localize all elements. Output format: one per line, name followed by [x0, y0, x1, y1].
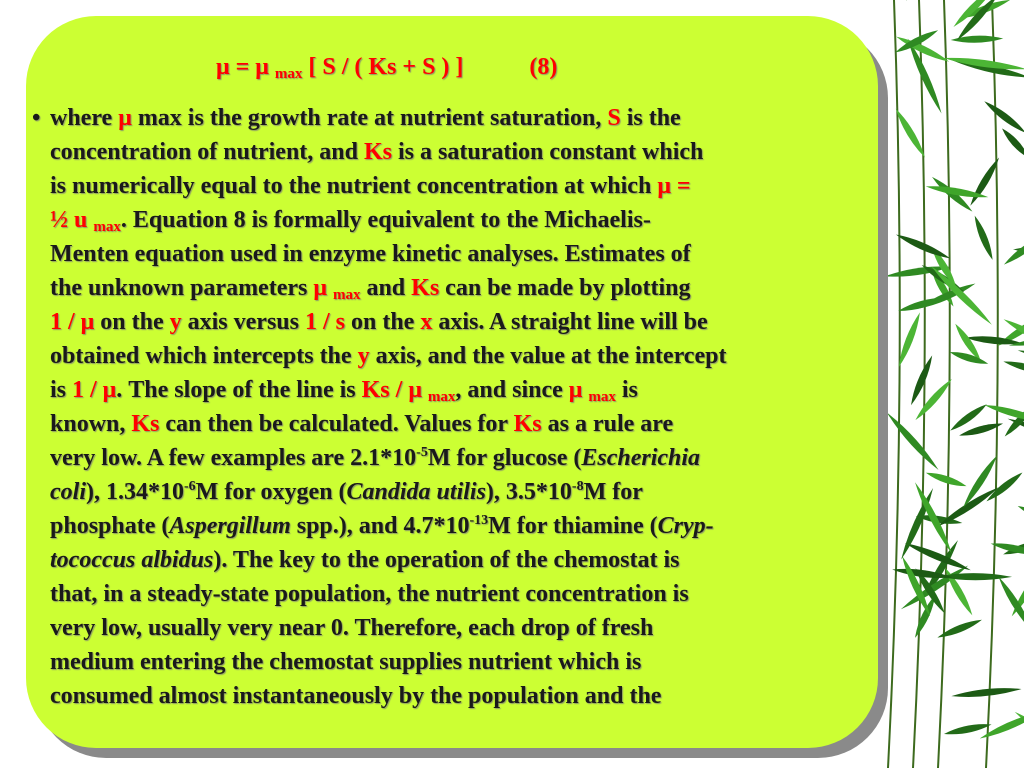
text-segment: . The slope of the line is	[116, 377, 362, 403]
highlight-text: 1 / s	[304, 309, 345, 335]
leaf	[935, 484, 1000, 529]
text-segment: max is the growth rate at nutrient saturation,	[131, 105, 608, 131]
text-segment: coli	[50, 479, 86, 505]
text-segment: Menten equation used in enzyme kinetic analyses. Estimates of	[50, 241, 691, 267]
text-segment: M for oxygen (	[195, 479, 347, 505]
highlight-text: Ks	[131, 411, 160, 437]
text-line	[50, 271, 862, 305]
highlight-text: μ	[313, 275, 333, 301]
highlight-text: 1 / μ	[50, 309, 95, 335]
leaf	[984, 470, 1024, 504]
text-line	[50, 543, 862, 577]
text-segment: consumed almost instantaneously by the population and the	[50, 683, 662, 709]
highlight-text: x	[420, 309, 433, 335]
leaf	[1002, 358, 1024, 377]
text-segment: tococcus albidus	[50, 547, 214, 573]
text-line	[50, 407, 862, 441]
leaf	[884, 410, 941, 472]
text-segment: Aspergillum	[169, 513, 291, 539]
text-line	[50, 237, 862, 271]
text-line	[50, 101, 862, 135]
text-segment: Cryp-	[657, 513, 714, 539]
text-segment: M for	[583, 479, 643, 505]
leaf	[996, 575, 1024, 634]
text-line	[50, 475, 862, 509]
text-segment: can be made by plotting	[439, 275, 691, 301]
text-line	[50, 577, 862, 611]
highlight-text: y	[357, 343, 370, 369]
text-segment: and	[360, 275, 412, 301]
highlight-text: max	[427, 389, 456, 405]
equation-line	[216, 50, 557, 84]
highlight-text: S	[607, 105, 621, 131]
leaf	[925, 469, 968, 489]
text-segment: on the	[344, 309, 421, 335]
leaf	[943, 721, 992, 737]
text-segment: M for thiamine (	[488, 513, 658, 539]
text-segment: concentration of nutrient, and	[50, 139, 364, 165]
highlight-text: Ks	[364, 139, 393, 165]
text-segment: , and since	[455, 377, 569, 403]
highlight-text: max	[588, 389, 616, 405]
text-segment: M for glucose (	[427, 445, 582, 471]
text-line	[50, 679, 862, 713]
text-line	[50, 203, 862, 237]
text-segment: known,	[50, 411, 132, 437]
text-segment: on the	[94, 309, 170, 335]
highlight-text: Ks / μ	[361, 377, 428, 403]
text-segment: is	[50, 377, 73, 403]
text-segment: Escherichia	[581, 445, 701, 471]
highlight-text: Ks	[513, 411, 542, 437]
paragraph-lines	[50, 101, 862, 713]
text-segment: very low, usually very near 0. Therefore, each drop of fresh	[50, 615, 654, 641]
text-segment: is	[615, 377, 638, 403]
text-segment: . Equation 8 is formally equivalent to the Michaelis-	[120, 207, 651, 233]
highlight-text: max	[93, 219, 121, 235]
text-segment: can then be calculated. Values for	[159, 411, 514, 437]
bullet-icon: •	[32, 105, 41, 131]
leaf	[1016, 503, 1024, 529]
text-line	[50, 509, 862, 543]
text-segment: as a rule are	[541, 411, 674, 437]
text-segment: is the	[620, 105, 681, 131]
leaf	[951, 685, 1022, 699]
text-line	[50, 373, 862, 407]
text-segment: -13	[469, 513, 489, 528]
leaf	[903, 0, 945, 3]
text-segment: -6	[184, 479, 196, 494]
text-segment: axis versus	[181, 309, 305, 335]
text-line	[50, 645, 862, 679]
highlight-text: 1 / μ	[72, 377, 117, 403]
text-segment: is numerically equal to the nutrient concentration at which	[50, 173, 658, 199]
text-segment: -5	[416, 445, 428, 460]
text-line	[50, 441, 862, 475]
highlight-text: max	[332, 287, 361, 303]
text-segment: where	[50, 105, 119, 131]
leaf	[999, 126, 1024, 160]
text-line	[50, 169, 862, 203]
leaf	[1013, 709, 1024, 759]
text-segment: obtained which intercepts the	[50, 343, 358, 369]
text-segment: that, in a steady-state population, the nutrient concentration is	[50, 581, 689, 607]
highlight-text: y	[169, 309, 182, 335]
text-segment: Candida utilis	[346, 479, 486, 505]
text-line	[50, 339, 862, 373]
text-line	[50, 135, 862, 169]
text-segment: axis. A straight line will be	[432, 309, 708, 335]
leaf	[929, 264, 994, 327]
leaf	[895, 231, 952, 261]
text-segment: is a saturation constant which	[392, 139, 704, 165]
text-segment: ). The key to the operation of the chemostat is	[213, 547, 680, 573]
text-segment: the unknown parameters	[50, 275, 314, 301]
leaf	[1002, 232, 1024, 268]
bamboo-leaves-icon	[874, 0, 1024, 768]
equation-lhs: μ = μ	[216, 54, 269, 80]
highlight-text: μ	[118, 105, 132, 131]
equation-number: (8)	[529, 54, 558, 80]
text-line	[50, 611, 862, 645]
text-segment: medium entering the chemostat supplies nutrient which is	[50, 649, 642, 675]
highlight-text: ½ u	[50, 207, 94, 233]
text-segment: spp.), and 4.7*10	[290, 513, 470, 539]
equation-rhs: [ S / ( Ks + S ) ]	[308, 54, 464, 80]
leaf	[949, 349, 989, 367]
text-segment: phosphate (	[50, 513, 170, 539]
body-paragraph	[32, 101, 862, 713]
highlight-text: Ks	[411, 275, 440, 301]
text-segment: ), 1.34*10	[86, 479, 184, 505]
highlight-text: μ =	[657, 173, 691, 199]
text-line	[50, 305, 862, 339]
leaf	[971, 214, 995, 261]
text-segment: -8	[571, 479, 584, 494]
highlight-text: μ	[568, 377, 589, 403]
text-segment: very low. A few examples are 2.1*10	[50, 445, 417, 471]
equation-lhs-subscript: max	[274, 66, 303, 82]
text-segment: axis, and the value at the intercept	[369, 343, 727, 369]
text-segment: ), 3.5*10	[485, 479, 572, 505]
